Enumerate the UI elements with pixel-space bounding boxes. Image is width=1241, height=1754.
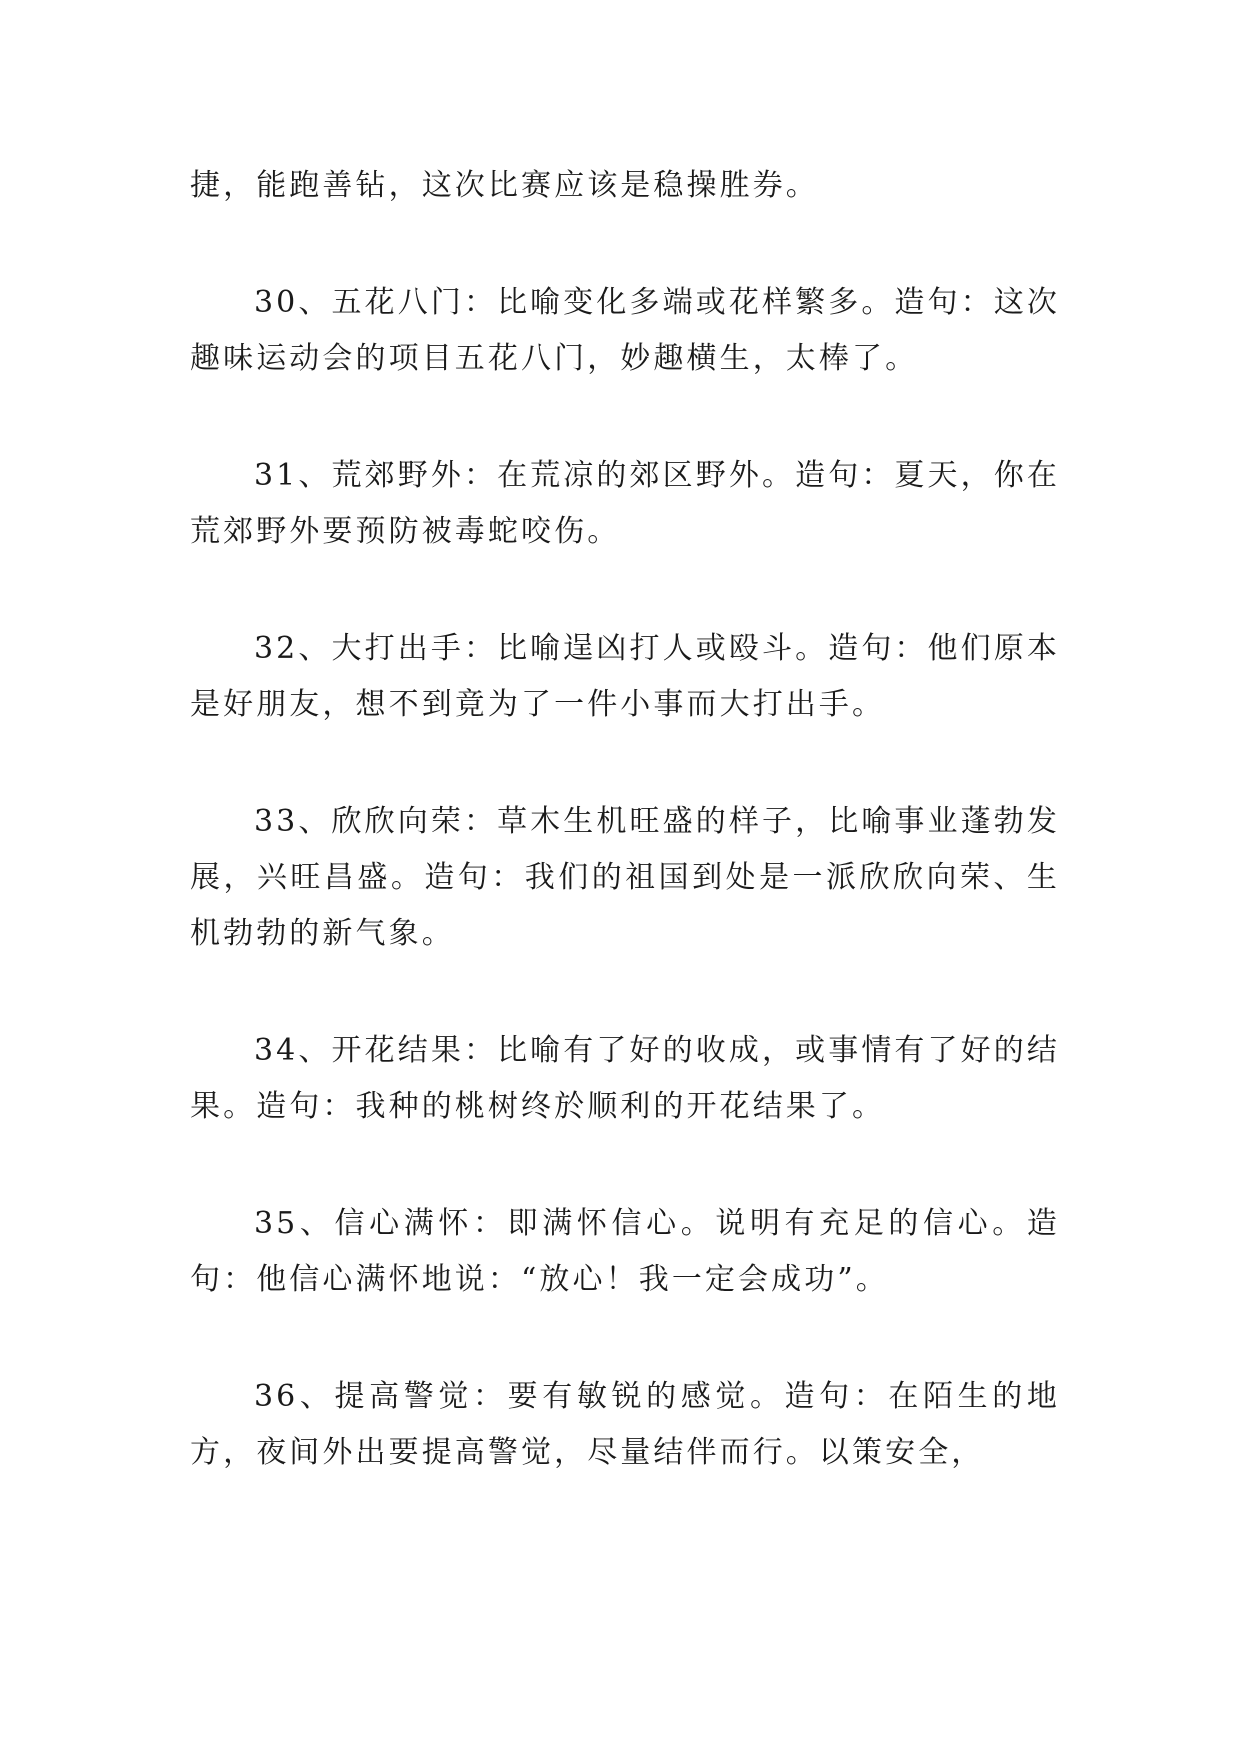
paragraph-idiom-33: 33、欣欣向荣：草木生机旺盛的样子，比喻事业蓬勃发展，兴旺昌盛。造句：我们的祖国到处是一派欣欣向荣、生机勃勃的新气象。 [190,804,1060,951]
paragraph-idiom-36: 36、提高警觉：要有敏锐的感觉。造句：在陌生的地方，夜间外出要提高警觉，尽量结伴而行。以策安全， [190,1379,1060,1470]
paragraph-idiom-31: 31、荒郊野外：在荒凉的郊区野外。造句：夏天，你在荒郊野外要预防被毒蛇咬伤。 [190,458,1060,549]
paragraph-continuation: 捷，能跑善钻，这次比赛应该是稳操胜券。 [190,168,819,203]
paragraph-idiom-30: 30、五花八门：比喻变化多端或花样繁多。造句：这次趣味运动会的项目五花八门，妙趣横生，太棒了。 [190,285,1060,376]
document-body [190,158,1060,1542]
paragraph-idiom-34: 34、开花结果：比喻有了好的收成，或事情有了好的结果。造句：我种的桃树终於顺利的开花结果了。 [190,1033,1060,1124]
paragraph-idiom-35: 35、信心满怀：即满怀信心。说明有充足的信心。造句：他信心满怀地说：“放心！我一定会成功”。 [190,1206,1060,1297]
paragraph-idiom-32: 32、大打出手：比喻逞凶打人或殴斗。造句：他们原本是好朋友，想不到竟为了一件小事而大打出手。 [190,631,1060,722]
